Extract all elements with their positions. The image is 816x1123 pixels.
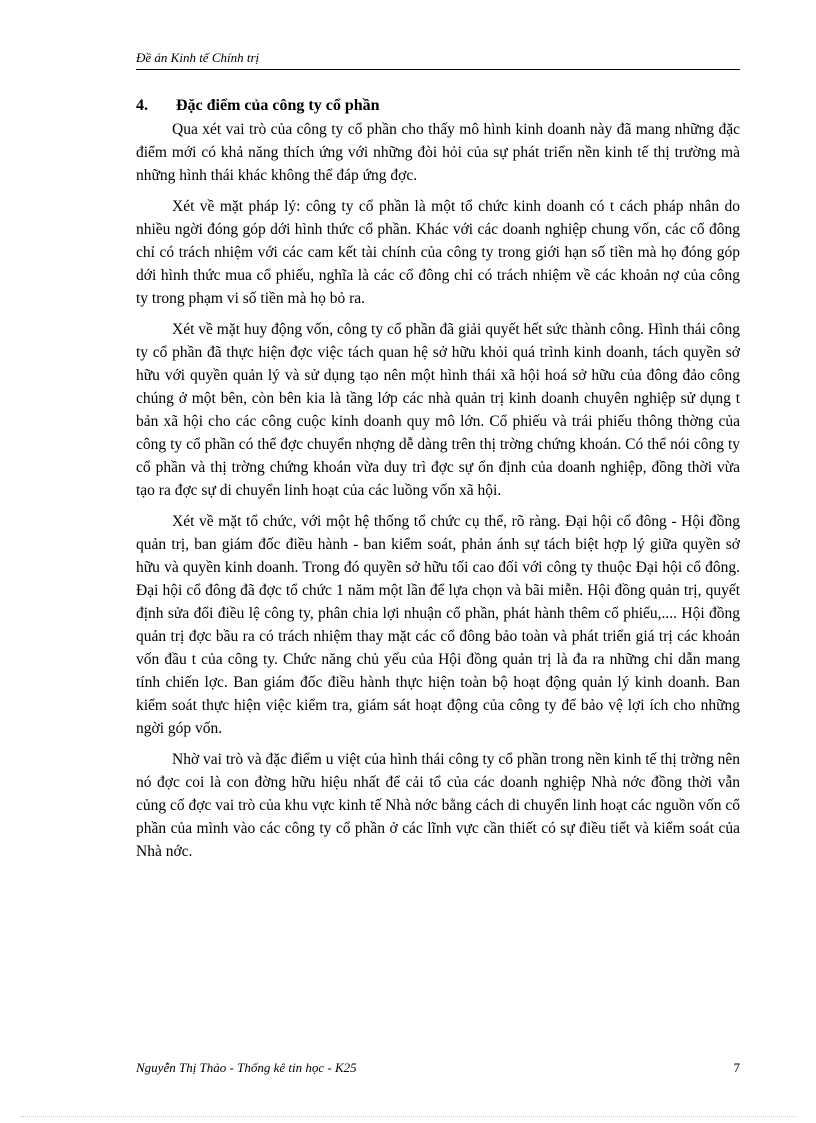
header-title: Đề án Kinh tế Chính trị xyxy=(136,50,260,65)
page-header xyxy=(136,50,740,70)
paragraph-2: Xét về mặt pháp lý: công ty cổ phần là một tổ chức kinh doanh có t cách pháp nhân do nhiều ngời đóng góp dới hình thức cổ phần. Khác với các doanh nghiệp chung vốn, các cổ đông chỉ có trách nhiệm với các cam kết tài chính của công ty trong giới hạn số tiền mà họ đóng góp dới hình thức mua cổ phiếu, nghĩa là các cổ đông chỉ có trách nhiệm về các khoản nợ của công ty trong phạm vi số tiền mà họ bỏ ra. xyxy=(136,198,740,307)
section-title: Đặc điểm của công ty cổ phần xyxy=(176,97,380,114)
paragraph-5: Nhờ vai trò và đặc điểm u việt của hình thái công ty cổ phần trong nền kinh tế thị trờng nên nó đợc coi là con đờng hữu hiệu nhất để cải tổ của các doanh nghiệp Nhà nớc đồng thời vẫn củng cố đợc vai trò của khu vực kinh tế Nhà nớc bằng cách di chuyển linh hoạt các nguồn vốn cổ phần của mình vào các công ty cổ phần ở các lĩnh vực cần thiết có sự điều tiết và kiểm soát của Nhà nớc. xyxy=(136,751,740,860)
footer-author: Nguyễn Thị Thảo - Thống kê tin học - K25 xyxy=(136,1060,357,1075)
paragraph-3: Xét về mặt huy động vốn, công ty cổ phần đã giải quyết hết sức thành công. Hình thái công ty cổ phần đã thực hiện đợc việc tách quan hệ sở hữu khỏi quá trình kinh doanh, tách quyền sở hữu với quyền quản lý và sử dụng tạo nên một hình thái xã hội hoá sở hữu của đông đảo công chúng ở một bên, còn bên kia là tầng lớp các nhà quản trị kinh doanh chuyên nghiệp sử dụng t bản xã hội cho các công cuộc kinh doanh quy mô lớn. Cổ phiếu và trái phiếu thông thờng của công ty cổ phần có thể đợc chuyển nhợng dễ dàng trên thị trờng chứng khoán. Có thể nói công ty cổ phần và thị trờng chứng khoán vừa duy trì đợc sự ổn định của doanh nghiệp, đồng thời vừa tạo ra đợc sự di chuyển linh hoạt của các luồng vốn xã hội. xyxy=(136,321,740,499)
paragraph-4: Xét về mặt tổ chức, với một hệ thống tổ chức cụ thể, rõ ràng. Đại hội cổ đông - Hội đồng quản trị, ban giám đốc điều hành - ban kiểm soát, phản ánh sự tách biệt hợp lý giữa quyền sở hữu và quyền kinh doanh. Trong đó quyền sở hữu tối cao đối với công ty thuộc Đại hội cổ đông. Đại hội cổ đông đã đợc tổ chức 1 năm một lần để lựa chọn và bãi miễn. Hội đồng quản trị, quyết định sửa đổi điều lệ công ty, phân chia lợi nhuận cổ phần, phát hành thêm cổ phiếu,.... Hội đồng quản trị đợc bầu ra có trách nhiệm thay mặt các cổ đông bảo toàn và phát triển giá trị các khoản vốn đầu t của công ty. Chức năng chủ yếu của Hội đồng quản trị là đa ra những chỉ dẫn mang tính chiến lợc. Ban giám đốc điều hành thực hiện toàn bộ hoạt động quản lý kinh doanh. Ban kiểm soát thực hiện việc kiểm tra, giám sát hoạt động của công ty để bảo vệ lợi ích cho những ngời góp vốn. xyxy=(136,513,740,737)
section-number: 4. xyxy=(136,97,148,114)
paragraph-1: Qua xét vai trò của công ty cổ phần cho thấy mô hình kinh doanh này đã mang những đặc điểm mới có khả năng thích ứng với những đòi hỏi của sự phát triển nền kinh tế thị trường mà những hình thái khác không thể đáp ứng đợc. xyxy=(136,121,740,184)
page-content xyxy=(136,94,740,871)
section-heading xyxy=(136,94,740,117)
page-number: 7 xyxy=(733,1060,740,1075)
page-footer xyxy=(136,1060,740,1076)
page-edge-divider xyxy=(20,1116,796,1117)
